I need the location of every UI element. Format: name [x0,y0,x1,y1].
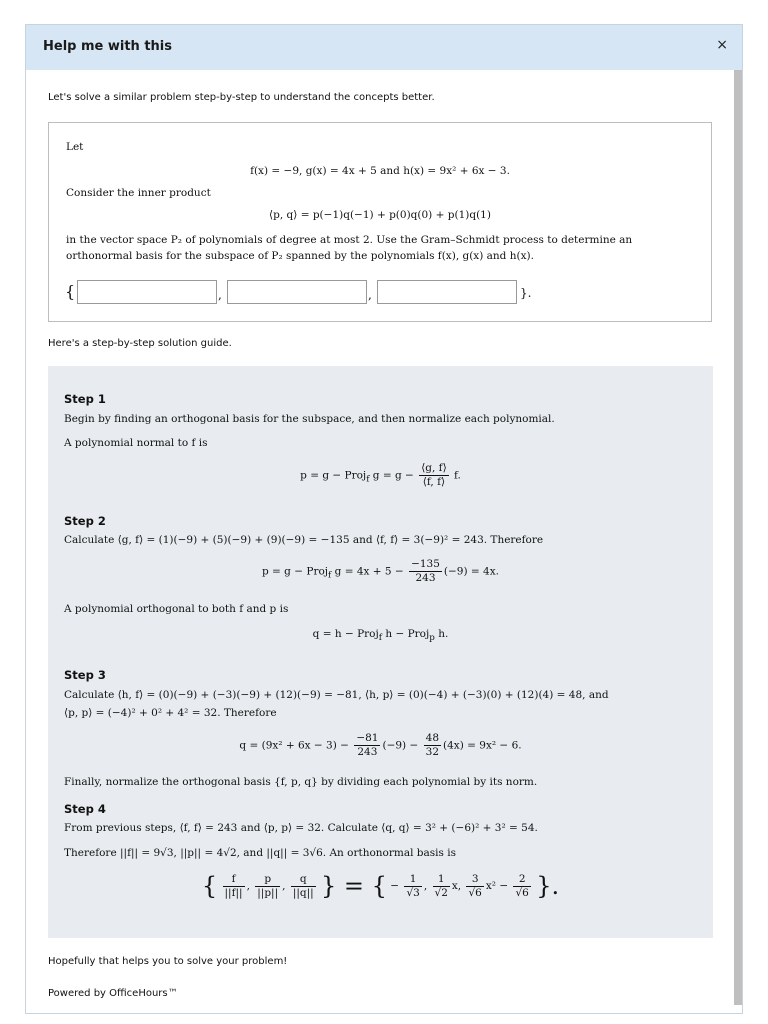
step-4-equation [48,872,713,900]
close-brace: }. [520,286,532,300]
fraction-den: √2 [434,886,448,899]
fraction-num: ⟨g, f⟩ [421,462,447,474]
powered-by: Powered by OfficeHours™ [48,988,178,999]
eq-part: f. [450,469,461,482]
fraction-den: √6 [515,886,529,899]
intro-text: Let's solve a similar problem step-by-step to understand the concepts better. [48,92,435,103]
fraction-num: f [223,873,245,887]
comma-1: , [218,288,222,302]
fraction-den: 243 [357,746,378,758]
problem-let: Let [66,141,84,153]
eq-part: x² − [485,880,509,892]
brace: }. [536,872,560,900]
fraction [291,873,316,900]
fraction-num: 1 [404,873,421,887]
fraction-den: ||q|| [292,886,314,899]
problem-consider: Consider the inner product [66,187,211,199]
step-4-line-1: From previous steps, ⟨f, f⟩ = 243 and ⟨p, p⟩ = 32. Calculate ⟨q, q⟩ = 3² + (−6)² + 3² = 54. [64,822,538,834]
close-icon[interactable]: × [716,37,728,53]
eq-sub: f [378,633,383,644]
eq-part: − [390,880,400,892]
fraction-num: q [291,873,316,887]
step-3-line-3: Finally, normalize the orthogonal basis {f, p, q} by dividing each polynomial by its norm. [64,776,538,788]
eq-part: p = g − Proj [261,565,329,578]
dialog-header [26,25,742,70]
eq-sub: f [366,474,370,485]
sep: , [246,880,250,892]
eq-part: (−9) − [382,739,422,752]
step-3-equation [48,732,713,759]
problem-statement: in the vector space P₂ of polynomials of degree at most 2. Use the Gram–Schmidt process to determine an orthonormal basis for the subspace of P₂ spanned by the polynomials f(x), g(x) and h(x). [66,234,633,262]
fraction-num: −81 [356,732,379,744]
problem-box [48,122,712,322]
fraction [255,873,280,900]
step-2-heading: Step 2 [64,514,106,528]
fraction-num: 3 [466,873,483,887]
eq-part: h − Proj [382,628,430,640]
answer-input-1[interactable] [77,280,217,304]
problem-inner-product: ⟨p, q⟩ = p(−1)q(−1) + p(0)q(0) + p(1)q(1) [269,209,491,221]
step-2-line-2: A polynomial orthogonal to both f and p is [64,603,289,615]
step-2-equation [48,558,713,585]
fraction-den: ||f|| [224,886,243,899]
fraction-den: ⟨f, f⟩ [422,476,446,488]
eq-sub: p [429,633,435,644]
fraction [466,873,483,900]
eq-part: q = (9x² + 6x − 3) − [239,739,353,752]
step-4-line-2: Therefore ||f|| = 9√3, ||p|| = 4√2, and ||q|| = 3√6. An orthonormal basis is [64,847,456,859]
step-1-line-2: A polynomial normal to f is [64,437,208,449]
fraction-num: p [255,873,280,887]
fraction-den: 243 [415,572,436,584]
closing-text: Hopefully that helps you to solve your problem! [48,956,288,967]
fraction [409,558,442,585]
step-4-heading: Step 4 [64,802,106,816]
answer-row [65,280,535,306]
fraction-den: √3 [406,886,420,899]
fraction-den: √6 [468,886,482,899]
answer-input-2[interactable] [227,280,367,304]
fraction [354,732,380,759]
fraction [433,873,450,900]
fraction-num: 48 [425,732,440,744]
eq-part: (−9) = 4x. [443,565,499,578]
step-3-line-2: ⟨p, p⟩ = (−4)² + 0² + 4² = 32. Therefore [64,707,277,719]
fraction-den: ||p|| [257,886,279,899]
dialog-title: Help me with this [43,39,172,54]
fraction-den: 32 [425,746,440,758]
step-3-heading: Step 3 [64,668,106,682]
fraction [223,873,245,900]
brace: { [201,872,218,900]
step-1-line-1: Begin by finding an orthogonal basis for the subspace, and then normalize each polynomial. [64,413,555,425]
scrollbar[interactable] [734,70,742,1005]
fraction-num: 2 [513,873,530,887]
step-2-line-1: Calculate ⟨g, f⟩ = (1)(−9) + (5)(−9) + (9)(−9) = −135 and ⟨f, f⟩ = 3(−9)² = 243. Therefore [64,534,544,546]
eq-part: g = 4x + 5 − [331,565,408,578]
brace: } = { [321,872,387,900]
help-dialog [25,24,743,1014]
guide-lead: Here's a step-by-step solution guide. [48,338,232,349]
answer-input-3[interactable] [377,280,517,304]
steps-panel [48,366,713,938]
open-brace: { [65,282,76,301]
step-2-equation-2 [48,628,713,643]
sep: , [423,880,428,892]
fraction [513,873,530,900]
eq-sub: f [328,570,332,581]
eq-part: h. [434,628,449,640]
comma-2: , [368,288,372,302]
fraction [404,873,421,900]
eq-part: (4x) = 9x² − 6. [443,739,522,752]
step-3-line-1: Calculate ⟨h, f⟩ = (0)(−9) + (−3)(−9) + (12)(−9) = −81, ⟨h, p⟩ = (0)(−4) + (−3)(0) + (12)(4) = 48, and [64,689,609,701]
fraction-num: −135 [411,558,440,570]
eq-part: g = g − [369,469,418,482]
eq-part: x, [451,880,462,892]
step-1-equation [48,462,713,489]
fraction-num: 1 [433,873,450,887]
step-1-heading: Step 1 [64,392,106,406]
eq-part: p = g − Proj [300,469,367,482]
problem-functions: f(x) = −9, g(x) = 4x + 5 and h(x) = 9x² + 6x − 3. [250,165,510,177]
sep: , [282,880,286,892]
fraction [419,462,448,489]
eq-part: q = h − Proj [312,628,379,640]
fraction [424,732,441,759]
